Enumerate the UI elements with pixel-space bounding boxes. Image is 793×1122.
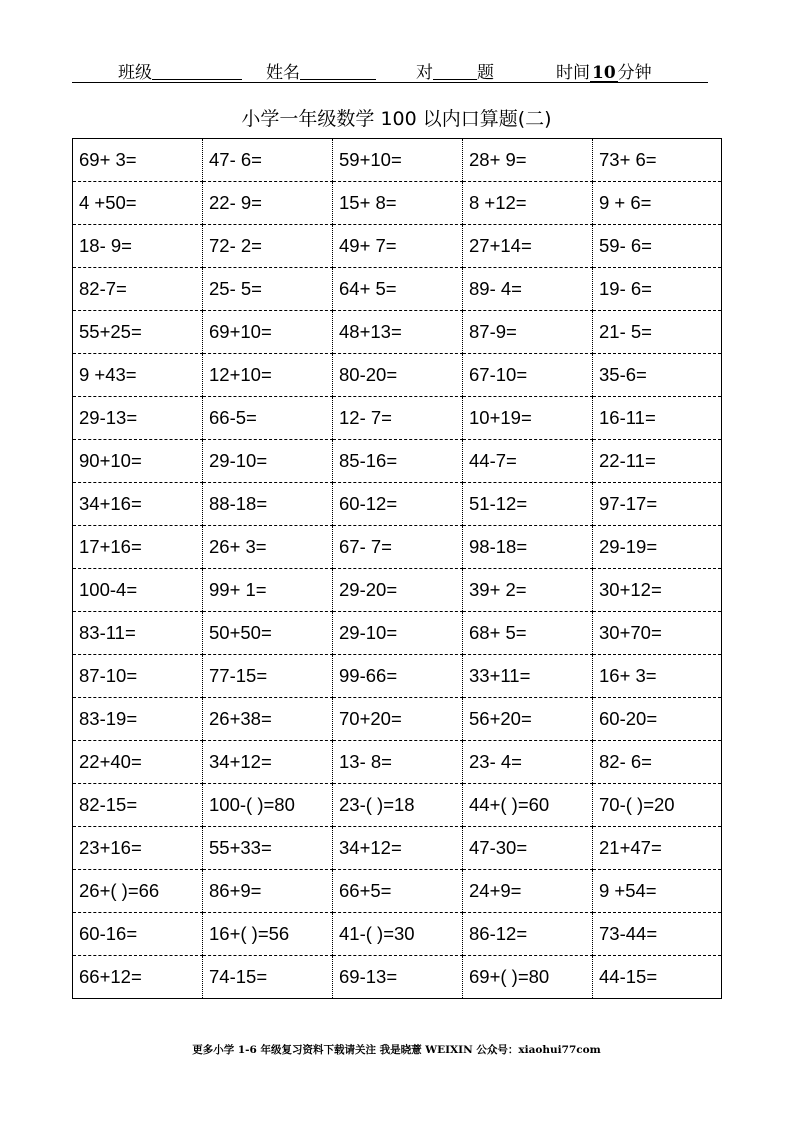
problem-cell: 69+ 3=: [73, 139, 203, 182]
problem-cell: 25- 5=: [203, 268, 333, 311]
table-row: [73, 612, 722, 655]
problem-cell: 24+9=: [463, 870, 593, 913]
problem-cell: 68+ 5=: [463, 612, 593, 655]
table-row: [73, 870, 722, 913]
problem-cell: 55+33=: [203, 827, 333, 870]
table-row: [73, 268, 722, 311]
problem-cell: 60-20=: [593, 698, 722, 741]
problem-cell: 49+ 7=: [333, 225, 463, 268]
problem-cell: 47-30=: [463, 827, 593, 870]
table-row: [73, 655, 722, 698]
problem-cell: 9 +43=: [73, 354, 203, 397]
problem-cell: 59+10=: [333, 139, 463, 182]
problem-cell: 99+ 1=: [203, 569, 333, 612]
problem-cell: 19- 6=: [593, 268, 722, 311]
time-value: 10: [592, 63, 616, 83]
problem-cell: 98-18=: [463, 526, 593, 569]
class-blank[interactable]: [152, 63, 242, 80]
problem-cell: 55+25=: [73, 311, 203, 354]
problem-cell: 44-15=: [599, 966, 658, 987]
problem-cell: 22+40=: [73, 741, 203, 784]
problem-cell: 82- 6=: [593, 741, 722, 784]
problem-cell: 29-20=: [333, 569, 463, 612]
problem-cell: 26+( )=66: [73, 870, 203, 913]
problem-cell: 77-15=: [203, 655, 333, 698]
problem-cell: 69+( )=80: [463, 956, 593, 999]
time-label: 时间: [556, 63, 590, 83]
problem-cell: 23-( )=18: [333, 784, 463, 827]
problem-cell: 48+13=: [333, 311, 463, 354]
problem-cell: 22- 9=: [203, 182, 333, 225]
problem-cell: 66+12=: [73, 956, 203, 999]
problem-cell: 9 + 6=: [593, 182, 722, 225]
worksheet-header: [72, 56, 708, 83]
name-label: 姓名: [266, 63, 300, 83]
problem-cell: 23+16=: [73, 827, 203, 870]
problem-cell: 16+( )=56: [203, 913, 333, 956]
problem-cell: 86+9=: [203, 870, 333, 913]
problem-cell: 17+16=: [73, 526, 203, 569]
problem-cell: 80-20=: [333, 354, 463, 397]
problem-cell: 83-19=: [73, 698, 203, 741]
problem-grid: [72, 138, 722, 999]
problem-cell: 29-10=: [203, 440, 333, 483]
problem-cell: 34+16=: [73, 483, 203, 526]
problem-cell: 47- 6=: [203, 139, 333, 182]
problem-cell: 72- 2=: [203, 225, 333, 268]
problem-cell: 27+14=: [463, 225, 593, 268]
table-row: [73, 397, 722, 440]
name-blank[interactable]: [300, 63, 376, 80]
problem-cell: 97-17=: [593, 483, 722, 526]
problem-cell: 89- 4=: [463, 268, 593, 311]
table-row: [73, 784, 722, 827]
problem-cell: 9 +54=: [593, 870, 722, 913]
table-row: [73, 827, 722, 870]
problem-cell: 60-16=: [73, 913, 203, 956]
problem-cell: 70+20=: [333, 698, 463, 741]
problem-cell: 64+ 5=: [333, 268, 463, 311]
table-row: [73, 741, 722, 784]
problem-cell: 74-15=: [203, 956, 333, 999]
table-row: [73, 354, 722, 397]
problem-cell: 16-11=: [593, 397, 722, 440]
problem-cell: 30+12=: [593, 569, 722, 612]
footer-note: 更多小学 1-6 年级复习资料下载请关注 我是晓薏 WEIXIN 公众号：xiaohui77com: [192, 1044, 601, 1056]
problem-cell: 67-10=: [463, 354, 593, 397]
problem-cell: 16+ 3=: [593, 655, 722, 698]
problem-cell: 73-44=: [593, 913, 722, 956]
problem-cell: 73+ 6=: [593, 139, 722, 182]
time-field: [556, 58, 652, 83]
problem-cell: 21- 5=: [593, 311, 722, 354]
problem-grid-body: [73, 139, 722, 999]
problem-cell: 30+70=: [593, 612, 722, 655]
table-row: [73, 182, 722, 225]
score-field[interactable]: [416, 58, 494, 83]
table-row: [73, 569, 722, 612]
problem-cell: 26+ 3=: [203, 526, 333, 569]
problem-cell: 99-66=: [333, 655, 463, 698]
table-row: [73, 956, 722, 999]
problem-cell: 82-15=: [73, 784, 203, 827]
table-row: [73, 526, 722, 569]
problem-cell: 83-11=: [73, 612, 203, 655]
problem-cell: 86-12=: [463, 913, 593, 956]
problem-cell: 26+38=: [203, 698, 333, 741]
problem-cell: 69+10=: [203, 311, 333, 354]
class-field[interactable]: [118, 58, 242, 83]
problem-cell: 12- 7=: [333, 397, 463, 440]
score-blank[interactable]: [433, 63, 477, 80]
problem-cell: 87-9=: [463, 311, 593, 354]
problem-cell: 100-( )=80: [203, 784, 333, 827]
minutes-label: 分钟: [617, 63, 652, 83]
problem-cell: 44+( )=60: [463, 784, 593, 827]
table-row: [73, 225, 722, 268]
table-row: [73, 483, 722, 526]
table-row: [73, 913, 722, 956]
problem-cell: 51-12=: [463, 483, 593, 526]
problem-cell: 56+20=: [463, 698, 593, 741]
problem-cell: 4 +50=: [73, 182, 203, 225]
problem-cell: 90+10=: [73, 440, 203, 483]
worksheet-title: 小学一年级数学 100 以内口算题(二): [241, 108, 552, 130]
problem-cell: 70-( )=20: [593, 784, 722, 827]
correct-label: 对: [416, 63, 433, 83]
problem-cell: 39+ 2=: [463, 569, 593, 612]
problem-cell: 33+11=: [463, 655, 593, 698]
table-row: [73, 440, 722, 483]
table-row: [73, 311, 722, 354]
problem-cell: 29-13=: [73, 397, 203, 440]
problem-cell: 35-6=: [593, 354, 722, 397]
problem-cell: 29-19=: [593, 526, 722, 569]
problem-cell: 23- 4=: [463, 741, 593, 784]
problem-cell: 12+10=: [203, 354, 333, 397]
table-row: [73, 698, 722, 741]
problem-cell: 34+12=: [333, 827, 463, 870]
class-label: 班级: [118, 63, 152, 83]
problem-cell: 10+19=: [463, 397, 593, 440]
problem-cell: 85-16=: [333, 440, 463, 483]
problem-cell: 60-12=: [333, 483, 463, 526]
table-row: [73, 139, 722, 182]
problem-cell: 15+ 8=: [333, 182, 463, 225]
problem-cell: 100-4=: [73, 569, 203, 612]
problem-cell: 69-13=: [333, 956, 463, 999]
problem-cell: 88-18=: [203, 483, 333, 526]
problem-cell: 87-10=: [73, 655, 203, 698]
problem-cell: 66-5=: [203, 397, 333, 440]
problem-cell: 28+ 9=: [463, 139, 593, 182]
problem-cell: 18- 9=: [73, 225, 203, 268]
problem-cell: 29-10=: [333, 612, 463, 655]
problem-cell: 41-( )=30: [333, 913, 463, 956]
problem-cell: 67- 7=: [333, 526, 463, 569]
problem-cell: 22-11=: [593, 440, 722, 483]
problem-cell: 13- 8=: [333, 741, 463, 784]
problem-cell: 34+12=: [203, 741, 333, 784]
problem-cell: 21+47=: [593, 827, 722, 870]
questions-label: 题: [477, 63, 494, 83]
problem-cell: 82-7=: [73, 268, 203, 311]
problem-cell: 44-7=: [463, 440, 593, 483]
name-field[interactable]: [266, 58, 376, 83]
problem-cell: 59- 6=: [593, 225, 722, 268]
problem-cell: 8 +12=: [463, 182, 593, 225]
problem-cell: 66+5=: [333, 870, 463, 913]
problem-cell: 50+50=: [203, 612, 333, 655]
